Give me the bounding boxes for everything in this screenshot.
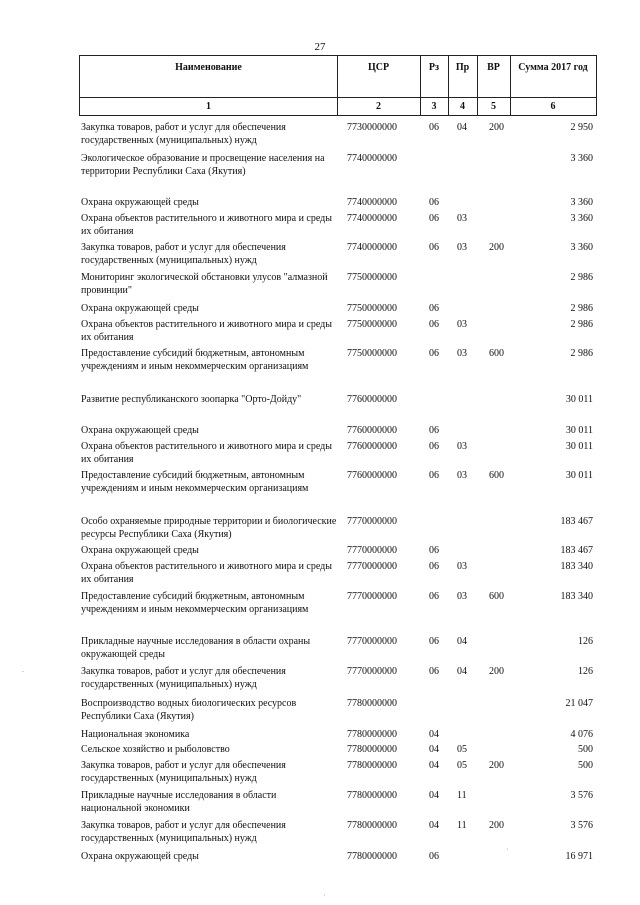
cell-pr: 03 bbox=[457, 441, 467, 452]
cell-sum: 30 011 bbox=[565, 470, 593, 481]
cell-csr: 7740000000 bbox=[347, 153, 397, 164]
scan-mark: . bbox=[22, 665, 24, 674]
col-number: 5 bbox=[491, 101, 496, 112]
cell-name: Воспроизводство водных биологических ресурсов Республики Саха (Якутия) bbox=[81, 698, 297, 722]
cell-rz: 06 bbox=[429, 561, 439, 572]
cell-sum: 30 011 bbox=[565, 441, 593, 452]
cell-name: Предоставление субсидий бюджетным, автономным учреждениям и иным некоммерческим организациям bbox=[81, 470, 309, 494]
cell-vr: 600 bbox=[489, 348, 504, 359]
cell-csr: 7760000000 bbox=[347, 470, 397, 481]
cell-vr: 600 bbox=[489, 470, 504, 481]
table-header bbox=[79, 55, 597, 116]
cell-rz: 06 bbox=[429, 197, 439, 208]
col-number: 4 bbox=[460, 101, 465, 112]
cell-name: Прикладные научные исследования в области охраны окружающей среды bbox=[81, 636, 311, 660]
cell-sum: 500 bbox=[578, 760, 593, 771]
cell-sum: 3 360 bbox=[570, 197, 593, 208]
cell-rz: 06 bbox=[429, 851, 439, 862]
cell-csr: 7770000000 bbox=[347, 545, 397, 556]
cell-pr: 03 bbox=[457, 470, 467, 481]
cell-csr: 7740000000 bbox=[347, 213, 397, 224]
cell-rz: 06 bbox=[429, 545, 439, 556]
header-sum: Сумма 2017 год bbox=[518, 62, 588, 73]
cell-csr: 7780000000 bbox=[347, 851, 397, 862]
cell-pr: 03 bbox=[457, 319, 467, 330]
cell-pr: 04 bbox=[457, 122, 467, 133]
cell-rz: 06 bbox=[429, 319, 439, 330]
col-number: 3 bbox=[431, 101, 437, 112]
cell-sum: 183 467 bbox=[560, 545, 593, 556]
cell-pr: 11 bbox=[457, 790, 467, 801]
cell-csr: 7770000000 bbox=[347, 516, 397, 527]
cell-rz: 06 bbox=[429, 591, 439, 602]
cell-pr: 03 bbox=[457, 348, 467, 359]
cell-pr: 03 bbox=[457, 213, 467, 224]
scan-mark: · bbox=[506, 845, 509, 854]
cell-sum: 126 bbox=[578, 666, 593, 677]
cell-csr: 7780000000 bbox=[347, 729, 397, 740]
cell-csr: 7770000000 bbox=[347, 636, 397, 647]
cell-csr: 7760000000 bbox=[347, 441, 397, 452]
cell-vr: 200 bbox=[489, 666, 504, 677]
header-name: Наименование bbox=[175, 62, 242, 73]
cell-rz: 06 bbox=[429, 666, 439, 677]
cell-name: Мониторинг экологической обстановки улусов "алмазной провинции" bbox=[81, 272, 328, 296]
cell-pr: 03 bbox=[457, 561, 467, 572]
cell-name: Охрана окружающей среды bbox=[81, 545, 199, 556]
cell-name: Прикладные научные исследования в области национальной экономики bbox=[81, 790, 277, 814]
cell-rz: 06 bbox=[429, 636, 439, 647]
cell-csr: 7770000000 bbox=[347, 561, 397, 572]
cell-rz: 06 bbox=[429, 242, 439, 253]
cell-name: Охрана окружающей среды bbox=[81, 425, 199, 436]
cell-rz: 04 bbox=[429, 820, 439, 831]
cell-rz: 06 bbox=[429, 470, 439, 481]
cell-csr: 7740000000 bbox=[347, 242, 397, 253]
cell-name: Сельское хозяйство и рыболовство bbox=[81, 744, 230, 755]
cell-pr: 05 bbox=[457, 744, 467, 755]
cell-sum: 500 bbox=[578, 744, 593, 755]
cell-csr: 7780000000 bbox=[347, 744, 397, 755]
cell-csr: 7730000000 bbox=[347, 122, 397, 133]
col-number: 1 bbox=[206, 101, 211, 112]
cell-name: Закупка товаров, работ и услуг для обеспечения государственных (муниципальных) нужд bbox=[81, 760, 286, 784]
cell-name: Охрана объектов растительного и животного мира и среды их обитания bbox=[81, 561, 332, 585]
cell-csr: 7760000000 bbox=[347, 425, 397, 436]
cell-sum: 2 986 bbox=[570, 319, 593, 330]
cell-csr: 7750000000 bbox=[347, 319, 397, 330]
cell-name: Закупка товаров, работ и услуг для обеспечения государственных (муниципальных) нужд bbox=[81, 666, 286, 690]
cell-sum: 2 950 bbox=[570, 122, 593, 133]
cell-sum: 30 011 bbox=[565, 394, 593, 405]
cell-sum: 2 986 bbox=[570, 303, 593, 314]
cell-sum: 21 047 bbox=[565, 698, 593, 709]
cell-rz: 06 bbox=[429, 441, 439, 452]
cell-csr: 7750000000 bbox=[347, 303, 397, 314]
cell-sum: 16 971 bbox=[565, 851, 593, 862]
cell-vr: 600 bbox=[489, 591, 504, 602]
header-rule bbox=[80, 97, 596, 98]
cell-csr: 7770000000 bbox=[347, 666, 397, 677]
cell-name: Закупка товаров, работ и услуг для обеспечения государственных (муниципальных) нужд bbox=[81, 122, 286, 146]
cell-vr: 200 bbox=[489, 820, 504, 831]
cell-sum: 183 467 bbox=[560, 516, 593, 527]
page-number: 27 bbox=[314, 41, 326, 53]
cell-csr: 7770000000 bbox=[347, 591, 397, 602]
cell-csr: 7780000000 bbox=[347, 790, 397, 801]
cell-pr: 11 bbox=[457, 820, 467, 831]
cell-name: Охрана объектов растительного и животного мира и среды их обитания bbox=[81, 441, 332, 465]
cell-csr: 7780000000 bbox=[347, 760, 397, 771]
cell-sum: 2 986 bbox=[570, 348, 593, 359]
cell-pr: 03 bbox=[457, 591, 467, 602]
cell-name: Закупка товаров, работ и услуг для обеспечения государственных (муниципальных) нужд bbox=[81, 242, 286, 266]
cell-sum: 126 bbox=[578, 636, 593, 647]
cell-name: Охрана окружающей среды bbox=[81, 197, 199, 208]
cell-name: Охрана окружающей среды bbox=[81, 303, 199, 314]
cell-name: Экологическое образование и просвещение населения на территории Республики Саха (Якутия) bbox=[81, 153, 325, 177]
cell-name: Развитие республиканского зоопарка "Орто-Дойду" bbox=[81, 394, 302, 405]
cell-csr: 7780000000 bbox=[347, 820, 397, 831]
cell-rz: 06 bbox=[429, 348, 439, 359]
cell-name: Предоставление субсидий бюджетным, автономным учреждениям и иным некоммерческим организациям bbox=[81, 348, 309, 372]
cell-vr: 200 bbox=[489, 760, 504, 771]
cell-pr: 04 bbox=[457, 636, 467, 647]
cell-pr: 03 bbox=[457, 242, 467, 253]
cell-name: Национальная экономика bbox=[81, 729, 190, 740]
cell-sum: 30 011 bbox=[565, 425, 593, 436]
cell-sum: 3 360 bbox=[570, 242, 593, 253]
cell-name: Предоставление субсидий бюджетным, автономным учреждениям и иным некоммерческим организациям bbox=[81, 591, 309, 615]
cell-rz: 06 bbox=[429, 213, 439, 224]
cell-vr: 200 bbox=[489, 122, 504, 133]
cell-name: Особо охраняемые природные территории и биологические ресурсы Республики Саха (Якутия) bbox=[81, 516, 337, 540]
cell-sum: 3 360 bbox=[570, 153, 593, 164]
cell-pr: 04 bbox=[457, 666, 467, 677]
cell-rz: 06 bbox=[429, 425, 439, 436]
cell-csr: 7740000000 bbox=[347, 197, 397, 208]
cell-name: Охрана объектов растительного и животного мира и среды их обитания bbox=[81, 319, 332, 343]
cell-csr: 7750000000 bbox=[347, 348, 397, 359]
cell-csr: 7760000000 bbox=[347, 394, 397, 405]
cell-sum: 2 986 bbox=[570, 272, 593, 283]
cell-sum: 3 576 bbox=[570, 790, 593, 801]
header-csr: ЦСР bbox=[367, 62, 390, 73]
header-pr: Пр bbox=[455, 62, 470, 73]
cell-name: Охрана окружающей среды bbox=[81, 851, 199, 862]
cell-sum: 183 340 bbox=[560, 591, 593, 602]
cell-rz: 06 bbox=[429, 122, 439, 133]
cell-rz: 04 bbox=[429, 729, 439, 740]
cell-name: Охрана объектов растительного и животного мира и среды их обитания bbox=[81, 213, 332, 237]
cell-csr: 7780000000 bbox=[347, 698, 397, 709]
cell-sum: 3 360 bbox=[570, 213, 593, 224]
cell-rz: 04 bbox=[429, 744, 439, 755]
cell-csr: 7750000000 bbox=[347, 272, 397, 283]
col-number: 2 bbox=[376, 101, 381, 112]
cell-name: Закупка товаров, работ и услуг для обеспечения государственных (муниципальных) нужд bbox=[81, 820, 286, 844]
cell-rz: 06 bbox=[429, 303, 439, 314]
header-rz: Рз bbox=[428, 62, 440, 73]
col-number: 6 bbox=[550, 101, 556, 112]
cell-vr: 200 bbox=[489, 242, 504, 253]
cell-sum: 183 340 bbox=[560, 561, 593, 572]
cell-sum: 3 576 bbox=[570, 820, 593, 831]
cell-rz: 04 bbox=[429, 760, 439, 771]
cell-rz: 04 bbox=[429, 790, 439, 801]
cell-pr: 05 bbox=[457, 760, 467, 771]
header-vr: ВР bbox=[487, 62, 500, 73]
scan-mark: · bbox=[323, 891, 326, 900]
cell-sum: 4 076 bbox=[570, 729, 593, 740]
